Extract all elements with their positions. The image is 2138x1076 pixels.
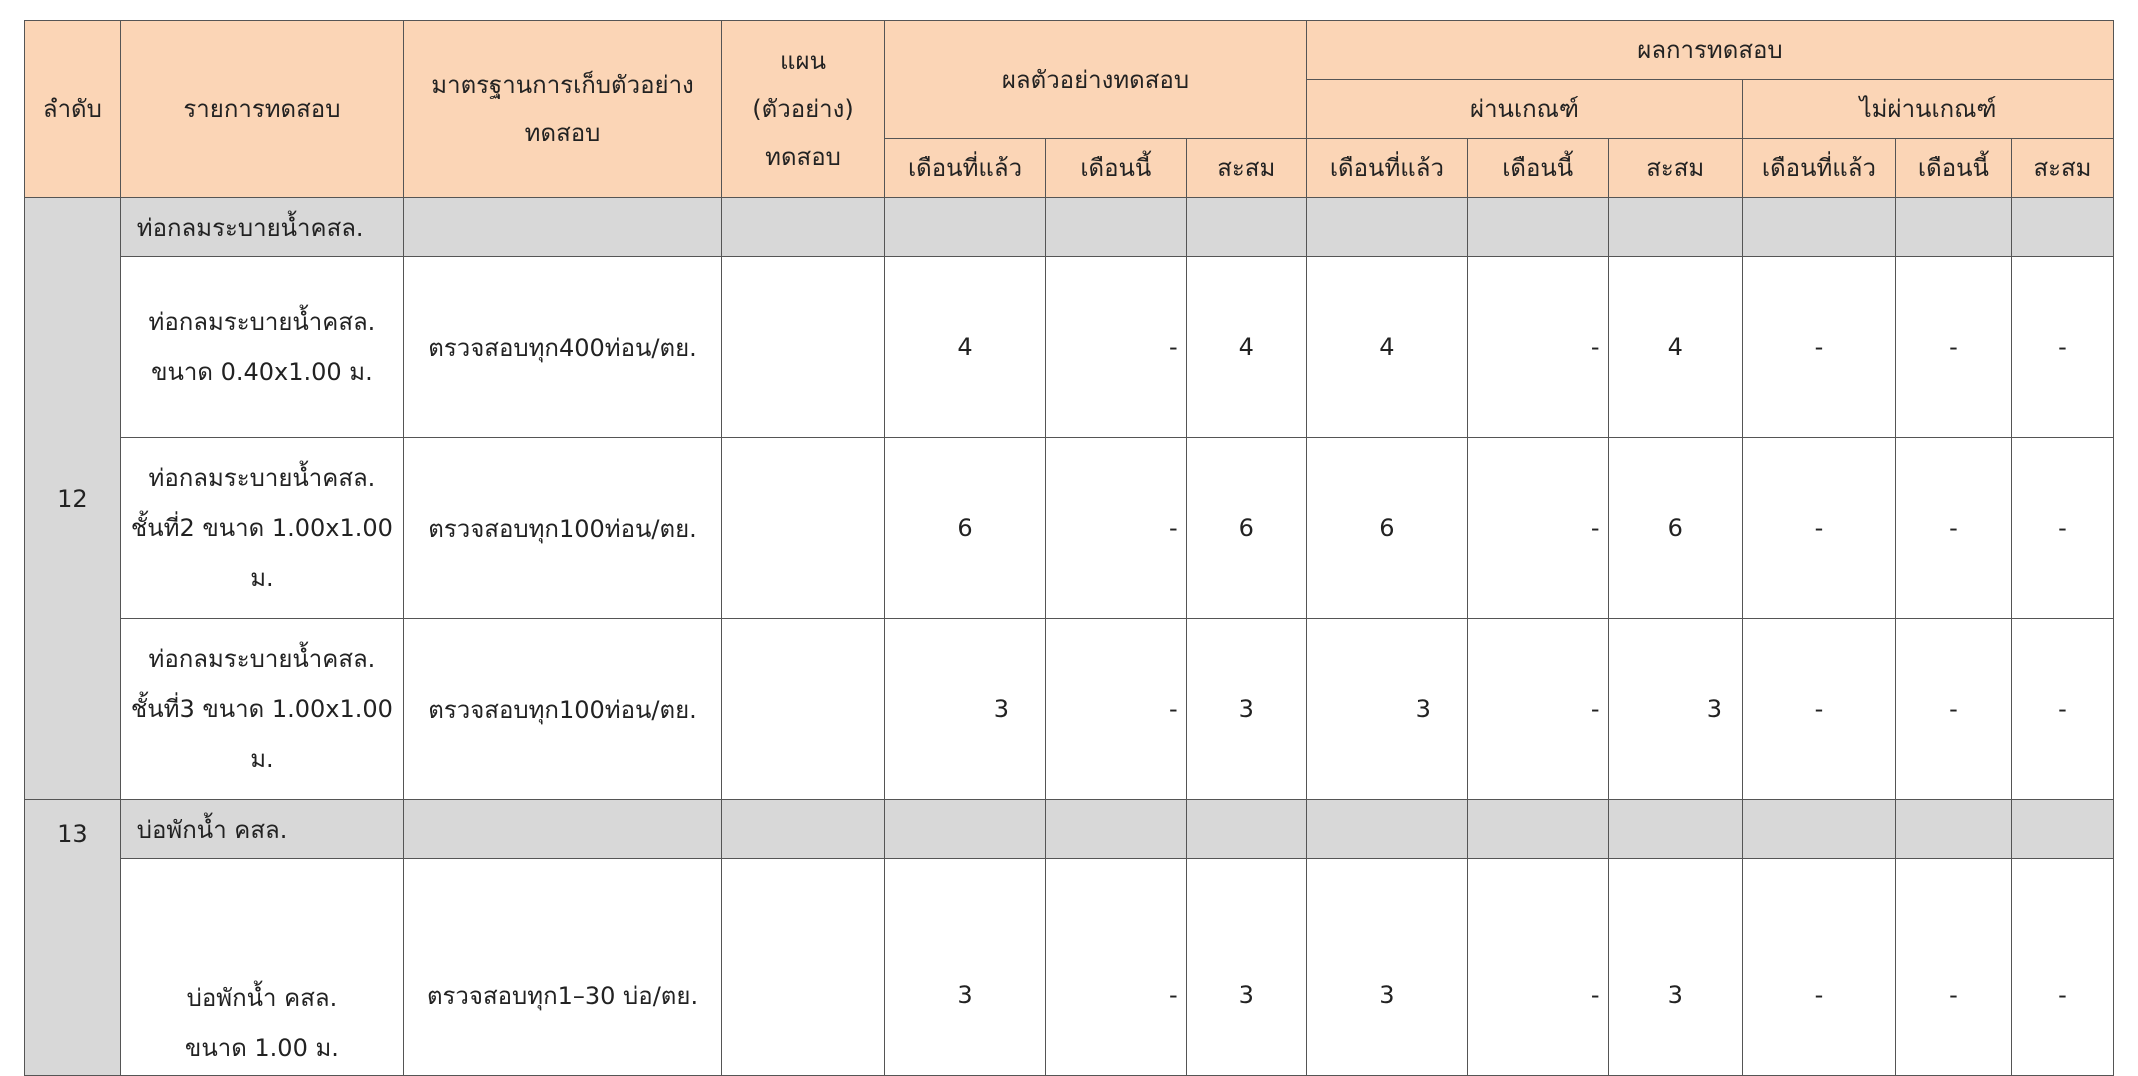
header-no: ลำดับ xyxy=(25,21,121,198)
header-standard xyxy=(404,21,722,198)
group-row xyxy=(25,198,2114,257)
group-title: บ่อพักน้ำ คสล. xyxy=(120,800,403,859)
value-cell: - xyxy=(1895,859,2011,1076)
header-results: ผลการทดสอบ xyxy=(1306,21,2113,80)
value-cell: - xyxy=(2012,619,2114,800)
item-line: ชั้นที่2 ขนาด 1.00x1.00 xyxy=(130,514,393,542)
table-row xyxy=(25,438,2114,619)
header-plan xyxy=(721,21,884,198)
item-line: บ่อพักน้ำ คสล. xyxy=(186,984,338,1012)
value-cell: - xyxy=(1895,619,2011,800)
standard-cell: ตรวจสอบทุก100ท่อน/ตย. xyxy=(404,619,722,800)
standard-cell: ตรวจสอบทุก1–30 บ่อ/ตย. xyxy=(404,859,722,1076)
header-samples: ผลตัวอย่างทดสอบ xyxy=(885,21,1307,139)
value-cell: 4 xyxy=(1306,257,1467,438)
plan-cell xyxy=(721,438,884,619)
item-line: ท่อกลมระบายน้ำคสล. xyxy=(148,308,376,336)
value-cell: 6 xyxy=(1608,438,1743,619)
header-fail: ไม่ผ่านเกณฑ์ xyxy=(1743,80,2114,139)
item-name xyxy=(120,859,403,1076)
item-line: ม. xyxy=(250,564,274,592)
header-fail-this-month: เดือนนี้ xyxy=(1895,139,2011,198)
value-cell: - xyxy=(1743,438,1896,619)
value-cell: 4 xyxy=(885,257,1046,438)
value-cell: 3 xyxy=(1306,619,1467,800)
header-standard-text: มาตรฐานการเก็บตัวอย่าง ทดสอบ xyxy=(431,71,694,147)
header-pass: ผ่านเกณฑ์ xyxy=(1306,80,1742,139)
item-name xyxy=(120,257,403,438)
header-item: รายการทดสอบ xyxy=(120,21,403,198)
value-cell: - xyxy=(1467,257,1608,438)
value-cell: - xyxy=(2012,257,2114,438)
plan-cell xyxy=(721,257,884,438)
item-line: ม. xyxy=(250,745,274,773)
value-cell: 3 xyxy=(885,619,1046,800)
header-samples-cumulative: สะสม xyxy=(1186,139,1306,198)
header-samples-this-month: เดือนนี้ xyxy=(1046,139,1187,198)
value-cell: 6 xyxy=(1186,438,1306,619)
item-name xyxy=(120,438,403,619)
value-cell: - xyxy=(1467,438,1608,619)
header-fail-cumulative: สะสม xyxy=(2012,139,2114,198)
value-cell: 3 xyxy=(1186,619,1306,800)
value-cell: - xyxy=(2012,859,2114,1076)
value-cell: 6 xyxy=(1306,438,1467,619)
plan-cell xyxy=(721,859,884,1076)
value-cell: - xyxy=(1895,257,2011,438)
header-plan-line2: (ตัวอย่าง) xyxy=(752,95,854,123)
value-cell: - xyxy=(2012,438,2114,619)
value-cell: - xyxy=(1046,859,1187,1076)
group-title: ท่อกลมระบายน้ำคสล. xyxy=(120,198,403,257)
item-name xyxy=(120,619,403,800)
value-cell: 3 xyxy=(1608,619,1743,800)
value-cell: - xyxy=(1046,619,1187,800)
value-cell: - xyxy=(1046,438,1187,619)
test-results-table xyxy=(24,20,2114,1076)
item-line: ท่อกลมระบายน้ำคสล. xyxy=(148,464,376,492)
header-pass-this-month: เดือนนี้ xyxy=(1467,139,1608,198)
value-cell: - xyxy=(1743,257,1896,438)
row-number: 12 xyxy=(25,198,121,800)
item-line: ขนาด 0.40x1.00 ม. xyxy=(151,358,373,386)
standard-cell: ตรวจสอบทุก100ท่อน/ตย. xyxy=(404,438,722,619)
value-cell: 3 xyxy=(1306,859,1467,1076)
header-samples-last-month: เดือนที่แล้ว xyxy=(885,139,1046,198)
value-cell: - xyxy=(1046,257,1187,438)
value-cell: - xyxy=(1743,619,1896,800)
plan-cell xyxy=(721,619,884,800)
standard-cell: ตรวจสอบทุก400ท่อน/ตย. xyxy=(404,257,722,438)
row-number: 13 xyxy=(25,800,121,1076)
value-cell: - xyxy=(1743,859,1896,1076)
value-cell: 3 xyxy=(1186,859,1306,1076)
item-line: ท่อกลมระบายน้ำคสล. xyxy=(148,645,376,673)
value-cell: 4 xyxy=(1186,257,1306,438)
header-plan-line1: แผน xyxy=(780,47,826,75)
value-cell: - xyxy=(1467,859,1608,1076)
value-cell: 3 xyxy=(885,859,1046,1076)
value-cell: - xyxy=(1467,619,1608,800)
value-cell: - xyxy=(1895,438,2011,619)
group-row xyxy=(25,800,2114,859)
table-row xyxy=(25,257,2114,438)
table-row xyxy=(25,619,2114,800)
item-line: ชั้นที่3 ขนาด 1.00x1.00 xyxy=(130,695,393,723)
table-row xyxy=(25,859,2114,1076)
value-cell: 4 xyxy=(1608,257,1743,438)
header-fail-last-month: เดือนที่แล้ว xyxy=(1743,139,1896,198)
value-cell: 3 xyxy=(1608,859,1743,1076)
item-line: ขนาด 1.00 ม. xyxy=(184,1034,339,1062)
header-plan-line3: ทดสอบ xyxy=(765,143,841,171)
header-pass-cumulative: สะสม xyxy=(1608,139,1743,198)
header-pass-last-month: เดือนที่แล้ว xyxy=(1306,139,1467,198)
value-cell: 6 xyxy=(885,438,1046,619)
